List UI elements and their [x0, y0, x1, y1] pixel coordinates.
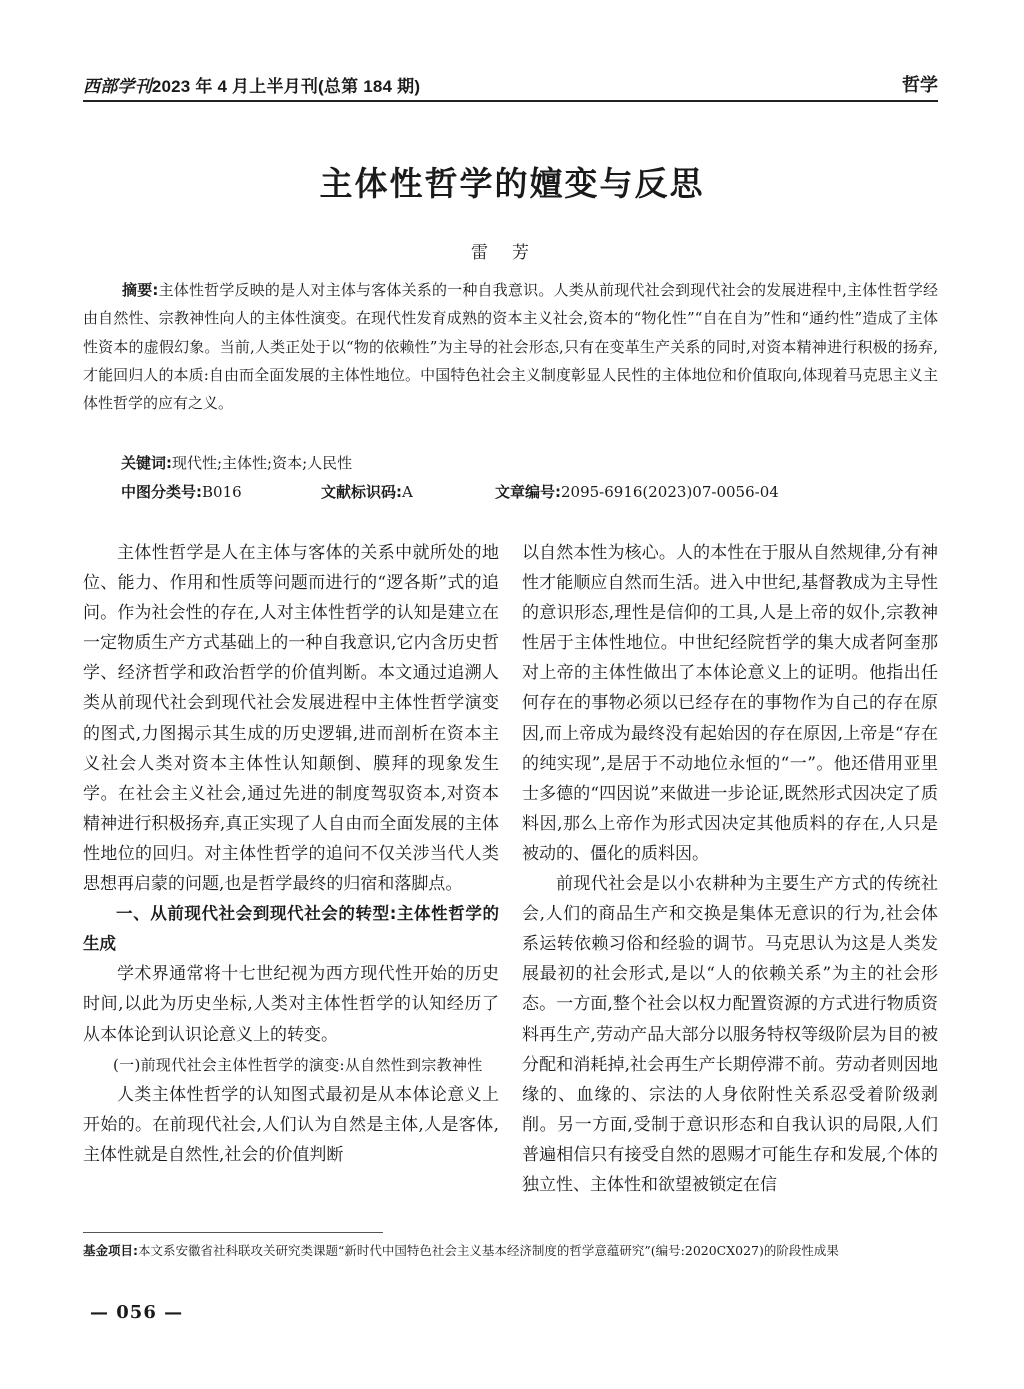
paragraph: 人类主体性哲学的认知图式最初是从本体论意义上开始的。在前现代社会,人们认为自然是主体,人是客体,主体性就是自然性,社会的价值判断: [83, 1084, 499, 1165]
keywords-value: 现代性;主体性;资本;人民性: [172, 454, 353, 472]
body-column-right: [522, 538, 938, 1200]
section-label: 哲学: [902, 75, 938, 95]
body-column-left: [83, 538, 499, 1170]
article-author: 雷芳: [471, 243, 553, 263]
keywords: [121, 452, 352, 473]
document-code: [321, 481, 413, 502]
footnote: [83, 1239, 943, 1262]
document-code-value: A: [402, 483, 413, 501]
footnote-label: 基金项目:: [83, 1243, 138, 1258]
article-number-value: 2095-6916(2023)07-0056-04: [561, 483, 779, 501]
paragraph: 前现代社会是以小农耕种为主要生产方式的传统社会,人们的商品生产和交换是集体无意识的行为,社会体系运转依赖习俗和经验的调节。马克思认为这是人类发展最初的社会形式,是以“人的依赖关系”为主的社会形态。一方面,整个社会以权力配置资源的方式进行物质资料再生产,劳动产品大部分以服务特权等级阶层为目的被分配和消耗掉,社会再生产长期停滞不前。劳动者则因地缘的、血缘的、宗法的人身依附性关系忍受着阶级剥削。另一方面,受制于意识形态和自我认识的局限,人们普遍相信只有接受自然的恩赐才可能生存和发展,个体的独立性、主体性和欲望被锁定在信: [522, 874, 938, 1195]
keywords-label: 关键词:: [121, 454, 172, 472]
subsection-heading: (一)前现代社会主体性哲学的演变:从自然性到宗教神性: [113, 1055, 483, 1074]
article-number: [495, 481, 779, 502]
clc-number: [121, 481, 242, 502]
footnote-rule: [83, 1232, 383, 1233]
abstract-label: 摘要:: [122, 281, 159, 299]
abstract: [83, 276, 938, 417]
journal-header: [83, 72, 420, 97]
paragraph: 学术界通常将十七世纪视为西方现代性开始的历史时间,以此为历史坐标,人类对主体性哲学的认知经历了从本体论到认识论意义上的转变。: [83, 964, 499, 1045]
journal-logo: 西部学刊: [83, 77, 152, 97]
clc-label: 中图分类号:: [121, 483, 202, 501]
footnote-text: 本文系安徽省社科联攻关研究类课题“新时代中国特色社会主义基本经济制度的哲学意蕴研究”(编号:2020CX027)的阶段性成果: [138, 1243, 839, 1258]
header-rule: [83, 100, 938, 102]
paragraph: 主体性哲学是人在主体与客体的关系中就所处的地位、能力、作用和性质等问题而进行的“逻各斯”式的追问。作为社会性的存在,人对主体性哲学的认知是建立在一定物质生产方式基础上的一种自我意识,它内含历史哲学、经济哲学和政治哲学的价值判断。本文通过追溯人类从前现代社会到现代社会发展进程中主体性哲学演变的图式,力图揭示其生成的历史逻辑,进而剖析在资本主义社会人类对资本主体性认知颠倒、膜拜的现象发生学。在社会主义社会,通过先进的制度驾驭资本,对资本精神进行积极扬弃,真正实现了人自由而全面发展的主体性地位的回归。对主体性哲学的追问不仅关涉当代人类思想再启蒙的问题,也是哲学最终的归宿和落脚点。: [83, 543, 499, 895]
article-title: 主体性哲学的嬗变与反思: [319, 164, 705, 203]
abstract-text: 主体性哲学反映的是人对主体与客体关系的一种自我意识。人类从前现代社会到现代社会的发展进程中,主体性哲学经由自然性、宗教神性向人的主体性演变。在现代性发育成熟的资本主义社会,资本的“物化性”“自在自为”性和“通约性”造成了主体性资本的虚假幻象。当前,人类正处于以“物的依赖性”为主导的社会形态,只有在变革生产关系的同时,对资本精神进行积极的扬弃,才能回归人的本质:自由而全面发展的主体性地位。中国特色社会主义制度彰显人民性的主体地位和价值取向,体现着马克思主义主体性哲学的应有之义。: [83, 281, 939, 413]
clc-value: B016: [202, 483, 242, 501]
document-code-label: 文献标识码:: [321, 483, 402, 501]
paragraph: 以自然本性为核心。人的本性在于服从自然规律,分有神性才能顺应自然而生活。进入中世纪,基督教成为主导性的意识形态,理性是信仰的工具,人是上帝的奴仆,宗教神性居于主体性地位。中世纪经院哲学的集大成者阿奎那对上帝的主体性做出了本体论意义上的证明。他指出任何存在的事物必须以已经存在的事物作为自己的存在原因,而上帝成为最终没有起始因的存在原因,上帝是“存在的纯实现”,是居于不动地位永恒的“一”。他还借用亚里士多德的“四因说”来做进一步论证,既然形式因决定了质料因,那么上帝作为形式因决定其他质料的存在,人只是被动的、僵化的质料因。: [522, 543, 938, 864]
issue-info: 2023 年 4 月上半月刊(总第 184 期): [151, 77, 421, 96]
page-number: — 056 —: [90, 1302, 184, 1323]
section-heading: 一、从前现代社会到现代社会的转型:主体性哲学的生成: [83, 904, 499, 954]
article-number-label: 文章编号:: [495, 483, 561, 501]
